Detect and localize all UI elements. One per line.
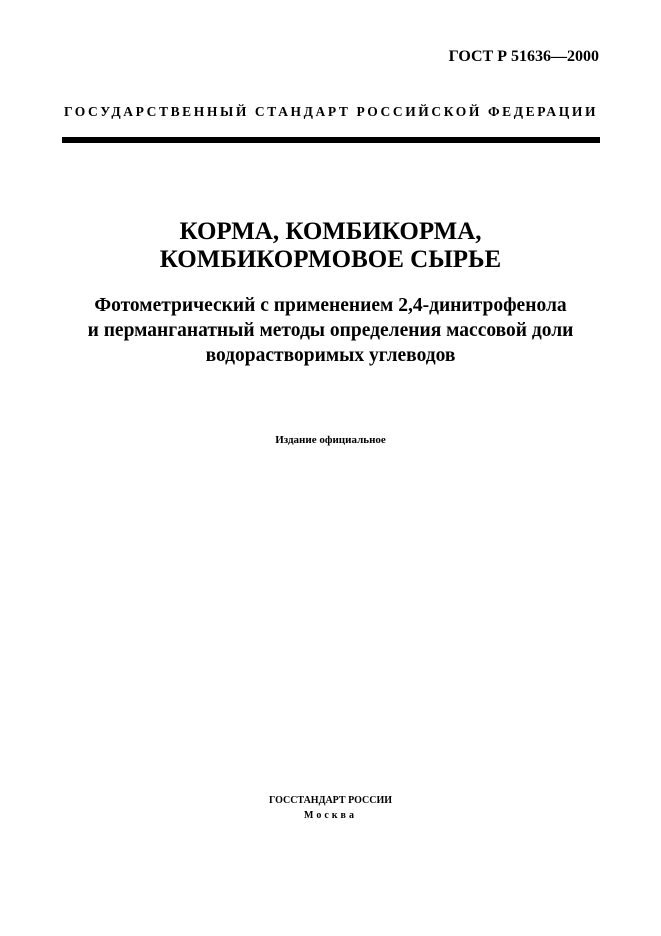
subtitle-line: водорастворимых углеводов <box>205 345 456 366</box>
edition-note: Издание официальное <box>275 434 386 446</box>
divider-rule <box>62 137 600 143</box>
city: Москва <box>304 810 357 821</box>
document-title <box>0 218 661 274</box>
state-standard-heading: ГОСУДАРСТВЕННЫЙ СТАНДАРТ РОССИЙСКОЙ ФЕДЕРАЦИИ <box>63 104 599 119</box>
subtitle-line: и перманганатный методы определения массовой доли <box>87 320 574 341</box>
publisher: ГОССТАНДАРТ РОССИИ <box>268 795 393 806</box>
document-subtitle <box>0 293 661 368</box>
title-line: КОРМА, КОМБИКОРМА, <box>179 218 482 245</box>
title-line: КОМБИКОРМОВОЕ СЫРЬЕ <box>159 246 502 273</box>
standard-code: ГОСТ Р 51636—2000 <box>448 48 599 65</box>
subtitle-line: Фотометрический с применением 2,4-динитрофенола <box>94 295 567 316</box>
